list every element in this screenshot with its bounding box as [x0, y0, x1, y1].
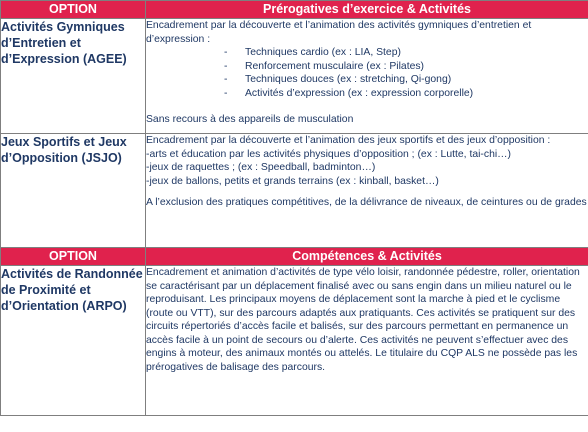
header-row [1, 248, 588, 266]
jsjo-intro: Encadrement par la découverte et l’animation des jeux sportifs et des jeux d’opposition : [146, 135, 551, 146]
list-item: - Activités d’expression (ex : expression corporelle) [224, 87, 588, 101]
option-name-arpo: Activités de Randonnée de Proximité et d’Orientation (ARPO) [1, 266, 146, 416]
list-item: -jeux de raquettes ; (ex : Speedball, badminton…) [146, 162, 376, 173]
agee-activity-list [146, 46, 588, 100]
option-description-agee [146, 19, 588, 134]
option-description-arpo [146, 266, 588, 416]
jsjo-note: A l’exclusion des pratiques compétitives, de la délivrance de niveaux, de ceintures ou de grades [146, 197, 587, 208]
list-item: -arts et éducation par les activités physiques d’opposition ; (ex : Lutte, tai-chi…) [146, 148, 512, 160]
list-item: - Techniques douces (ex : stretching, Qi-gong) [224, 73, 588, 87]
option-column-header: OPTION [1, 1, 146, 19]
table-row-jsjo [1, 134, 588, 248]
prerogatives-column-header: Prérogatives d’exercice & Activités [146, 1, 588, 19]
list-item: -jeux de ballons, petits et grands terrains (ex : kinball, basket…) [146, 175, 439, 187]
option-name-jsjo: Jeux Sportifs et Jeux d’Opposition (JSJO) [1, 134, 146, 248]
agee-note: Sans recours à des appareils de musculation [146, 114, 354, 125]
header-row [1, 1, 588, 19]
competences-column-header: Compétences & Activités [146, 248, 588, 266]
arpo-text: Encadrement et animation d’activités de type vélo loisir, randonnée pédestre, roller, orientation se caractérisant par un déplacement finalisé avec ou sans engin dans un milieu naturel ou le reproduisant. Les principaux moyens de déplacement sont la marche à pied et le cyclisme (route ou VTT), sur des parcours adaptés aux pratiquants. Ces activités se pratiquent sur des circuits répertoriés d’accès facile et balisés, sur des parcours permettant en permanence un accès facile à un point de secours ou d’alerte. Ces activités ne peuvent s’effectuer avec des engins à moteur, des animaux montés ou attelés. Le titulaire du CQP ALS ne possède pas les prérogatives de balisage des parcours. [146, 267, 580, 373]
agee-intro: Encadrement par la découverte et l’animation des activités gymniques d’entretien et d’expression : [146, 20, 532, 45]
list-item: - Techniques cardio (ex : LIA, Step) [224, 46, 588, 60]
table-row-arpo [1, 266, 588, 416]
list-item: - Renforcement musculaire (ex : Pilates) [224, 60, 588, 74]
option-name-agee: Activités Gymniques d’Entretien et d’Expression (AGEE) [1, 19, 146, 134]
option-column-header: OPTION [1, 248, 146, 266]
table-row-agee [1, 19, 588, 134]
option-description-jsjo [146, 134, 588, 248]
